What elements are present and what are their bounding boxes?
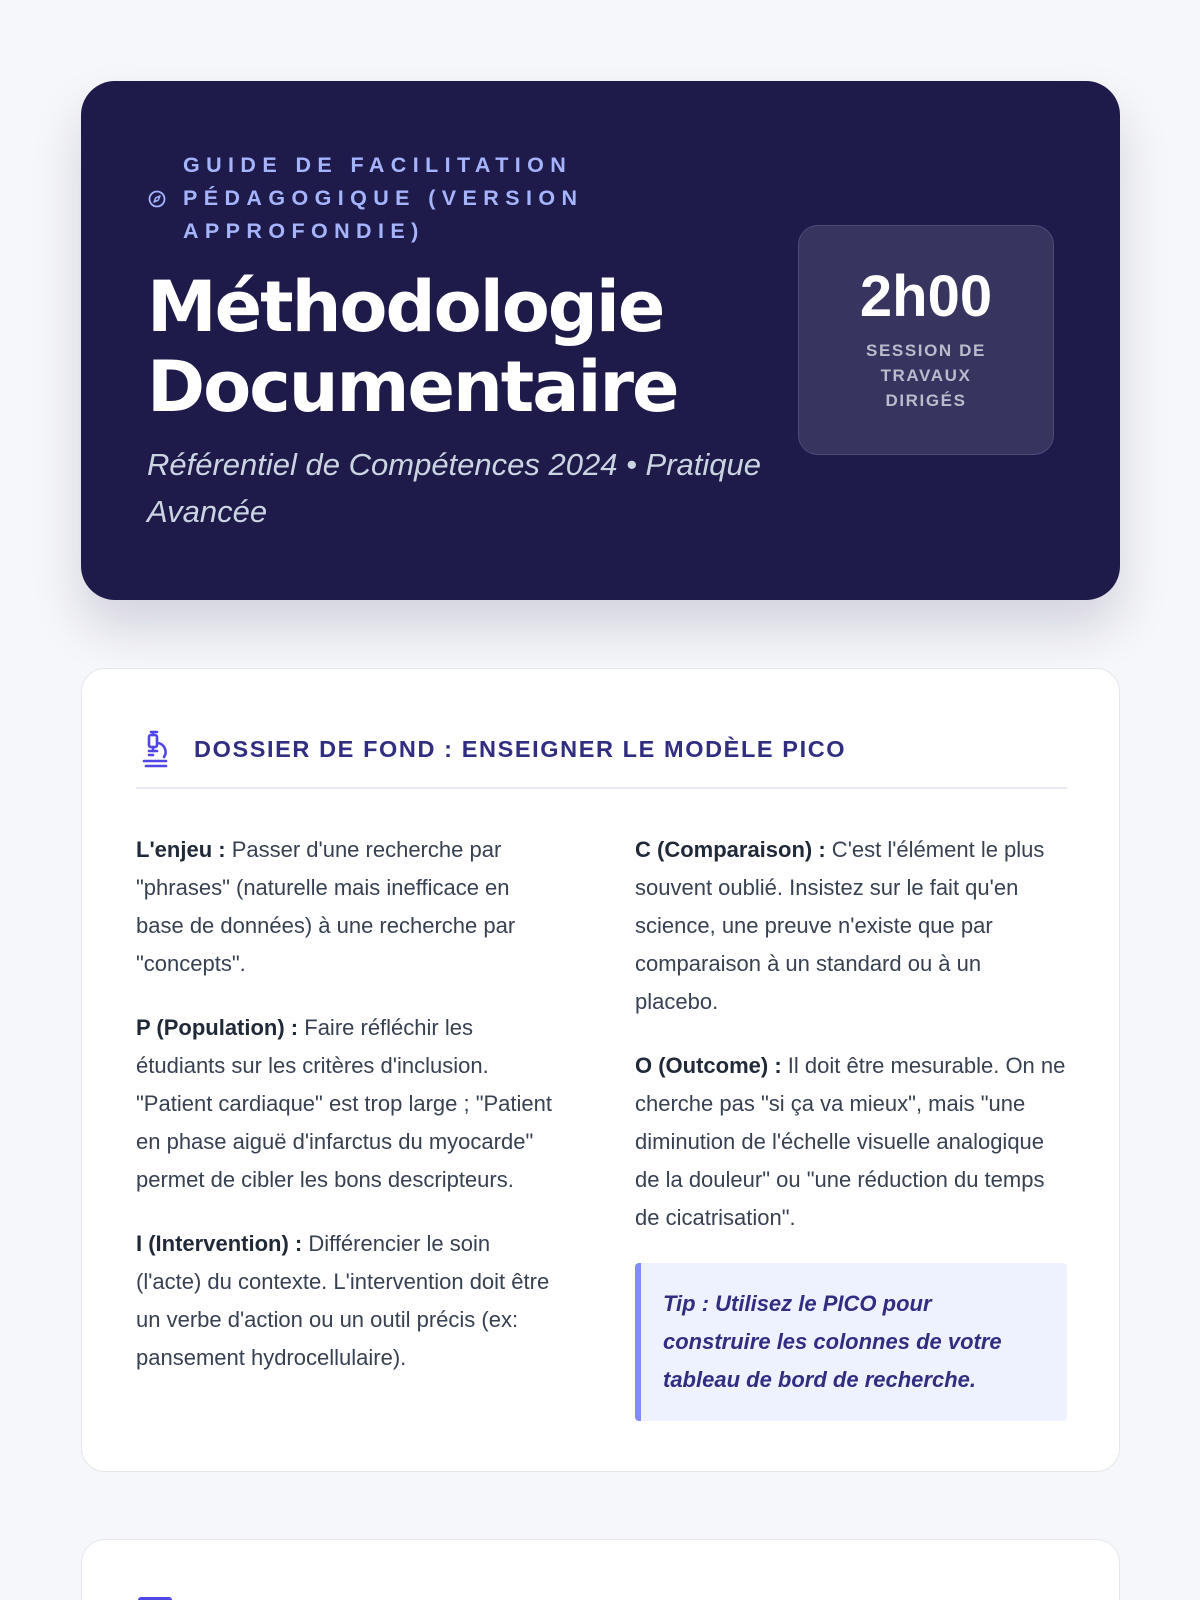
paragraph-term: I (Intervention) : [136, 1231, 303, 1256]
card-title: DOSSIER DE FOND : ENSEIGNER LE MODÈLE PICO [194, 735, 847, 762]
hero-eyebrow [147, 149, 627, 248]
right-column [635, 831, 1067, 1421]
pico-background-card [81, 668, 1120, 1472]
duration-label: SESSION DE TRAVAUX DIRIGÉS [866, 341, 986, 410]
next-section-card [81, 1539, 1120, 1600]
paragraph-outcome [635, 1047, 1067, 1237]
paragraph-text: Il doit être mesurable. On ne cherche pas "si ça va mieux", mais "une diminution de l'échelle visuelle analogique de la douleur" ou "une réduction du temps de cicatrisation". [635, 1053, 1066, 1230]
book-icon [136, 1595, 174, 1600]
duration-badge [798, 225, 1054, 455]
hero-eyebrow-text: GUIDE DE FACILITATION PÉDAGOGIQUE (VERSION APPROFONDIE) [183, 153, 584, 243]
paragraph-term: P (Population) : [136, 1015, 299, 1040]
paragraph-term: L'enjeu : [136, 837, 226, 862]
paragraph-term: C (Comparaison) : [635, 837, 826, 862]
paragraph-term: O (Outcome) : [635, 1053, 782, 1078]
left-column [136, 831, 556, 1403]
page-title-line-2: Documentaire [147, 346, 678, 428]
paragraph-enjeu [136, 831, 556, 983]
page-subtitle: Référentiel de Compétences 2024 • Pratique Avancée [147, 447, 762, 529]
page-title [147, 267, 807, 427]
duration-value: 2h00 [859, 264, 993, 329]
paragraph-population [136, 1009, 556, 1199]
paragraph-comparaison [635, 831, 1067, 1021]
paragraph-intervention [136, 1225, 556, 1377]
compass-icon [147, 189, 167, 209]
paragraph-text: Passer d'une recherche par "phrases" (naturelle mais inefficace en base de données) à une recherche par "concepts". [136, 837, 516, 976]
page-title-line-1: Méthodologie [147, 266, 664, 348]
paragraph-text: C'est l'élément le plus souvent oublié. Insistez sur le fait qu'en science, une preuve n'existe que par comparaison à un standard ou à un placebo. [635, 837, 1045, 1014]
card-header [136, 723, 1067, 789]
hero-banner [81, 81, 1120, 600]
tip-callout: Tip : Utilisez le PICO pour construire les colonnes de votre tableau de bord de recherche. [635, 1263, 1067, 1421]
microscope-icon [136, 729, 174, 769]
paragraph-text: Différencier le soin (l'acte) du contexte. L'intervention doit être un verbe d'action ou un outil précis (ex: pansement hydrocellulaire). [136, 1231, 550, 1370]
paragraph-text: Faire réfléchir les étudiants sur les critères d'inclusion. "Patient cardiaque" est trop large ; "Patient en phase aiguë d'infarctus du myocarde" permet de cibler les bons descripteurs. [136, 1015, 553, 1192]
